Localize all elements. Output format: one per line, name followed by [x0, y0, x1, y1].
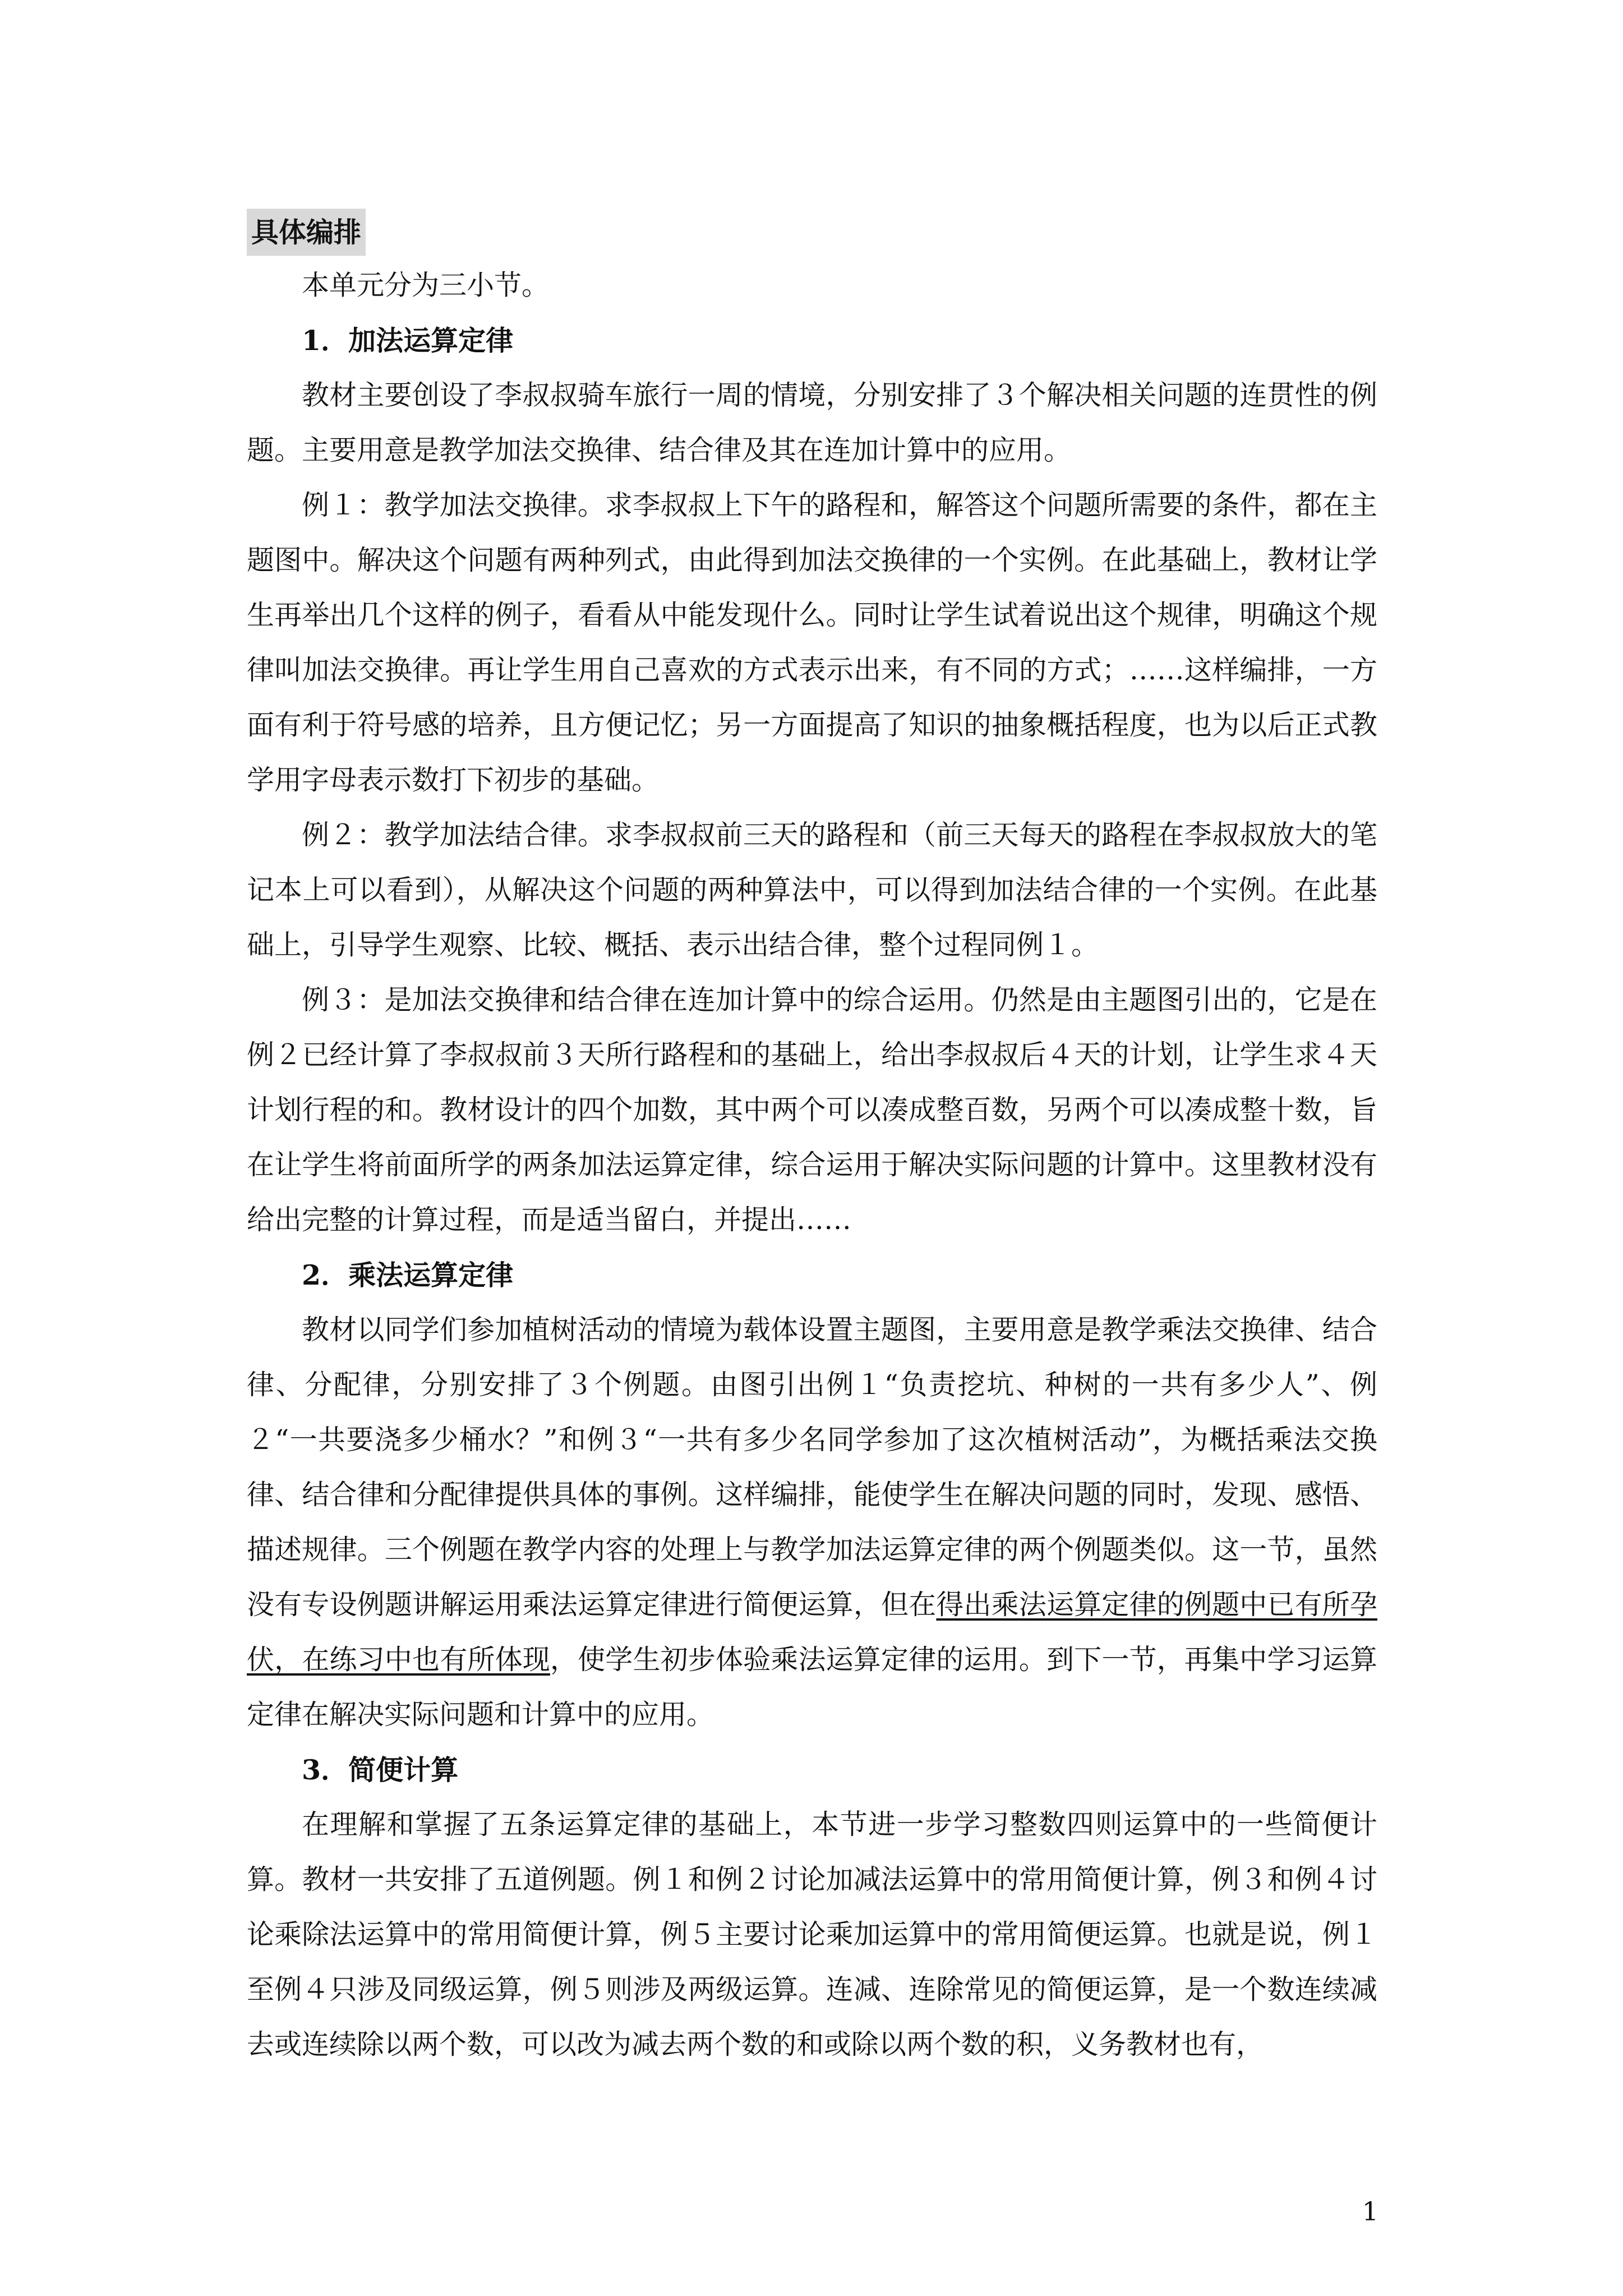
underlined-text: 得出乘法运算定律的例题中已有所孕伏，在练习中也有所体现: [247, 1589, 1377, 1676]
paragraph-multiplication: [247, 1303, 1377, 1742]
paragraph-1: 教材主要创设了李叔叔骑车旅行一周的情境，分别安排了３个解决相关问题的连贯性的例题。主要用意是教学加法交换律、结合律及其在连加计算中的应用。: [247, 379, 1377, 466]
intro-paragraph: 本单元分为三小节。: [302, 269, 550, 301]
subsection-title-3: 3．简便计算: [302, 1754, 459, 1786]
subsection-title-2: 2．乘法运算定律: [302, 1259, 514, 1291]
paragraph-example-3: 例３：是加法交换律和结合律在连加计算中的综合运用。仍然是由主题图引出的，它是在例２已经计算了李叔叔前３天所行路程和的基础上，给出李叔叔后４天的计划，让学生求４天计划行程的和。教材设计的四个加数，其中两个可以凑成整百数，另两个可以凑成整十数，旨在让学生将前面所学的两条加法运算定律，综合运用于解决实际问题的计算中。这里教材没有给出完整的计算过程，而是适当留白，并提出……: [247, 984, 1377, 1236]
paragraph-example-2: 例２：教学加法结合律。求李叔叔前三天的路程和（前三天每天的路程在李叔叔放大的笔记本上可以看到），从解决这个问题的两种算法中，可以得到加法结合律的一个实例。在此基础上，引导学生观察、比较、概括、表示出结合律，整个过程同例１。: [247, 819, 1377, 961]
paragraph-example-1: 例１：教学加法交换律。求李叔叔上下午的路程和，解答这个问题所需要的条件，都在主题图中。解决这个问题有两种列式，由此得到加法交换律的一个实例。在此基础上，教材让学生再举出几个这样的例子，看看从中能发现什么。同时让学生试着说出这个规律，明确这个规律叫加法交换律。再让学生用自己喜欢的方式表示出来，有不同的方式；……这样编排，一方面有利于符号感的培养，且方便记忆；另一方面提高了知识的抽象概括程度，也为以后正式教学用字母表示数打下初步的基础。: [247, 489, 1377, 796]
paragraph-simple-calc: 在理解和掌握了五条运算定律的基础上，本节进一步学习整数四则运算中的一些简便计算。教材一共安排了五道例题。例１和例２讨论加减法运算中的常用简便计算，例３和例４讨论乘除法运算中的常用简便计算，例５主要讨论乘加运算中的常用简便运算。也就是说，例１至例４只涉及同级运算，例５则涉及两级运算。连减、连除常见的简便运算，是一个数连续减去或连续除以两个数，可以改为减去两个数的和或除以两个数的积，义务教材也有，: [247, 1809, 1377, 2060]
paragraph-multiplication-part-b: ，使学生初步体验乘法运算定律的运用。到下一节，再集中学习运算定律在解决实际问题和计算中的应用。: [247, 1644, 1377, 1731]
body-text: [247, 258, 1377, 2072]
page-number: 1: [1362, 2196, 1378, 2226]
section-heading: 具体编排: [247, 209, 366, 256]
paragraph-multiplication-part-a: 教材以同学们参加植树活动的情境为载体设置主题图，主要用意是教学乘法交换律、结合律、分配律，分别安排了３个例题。由图引出例１“负责挖坑、种树的一共有多少人”、例２“一共要浇多少桶水？”和例３“一共有多少名同学参加了这次植树活动”，为概括乘法交换律、结合律和分配律提供具体的事例。这样编排，能使学生在解决问题的同时，发现、感悟、描述规律。三个例题在教学内容的处理上与教学加法运算定律的两个例题类似。这一节，虽然没有专设例题讲解运用乘法运算定律进行简便运算，但在: [247, 1314, 1377, 1621]
subsection-title-1: 1．加法运算定律: [302, 324, 514, 357]
